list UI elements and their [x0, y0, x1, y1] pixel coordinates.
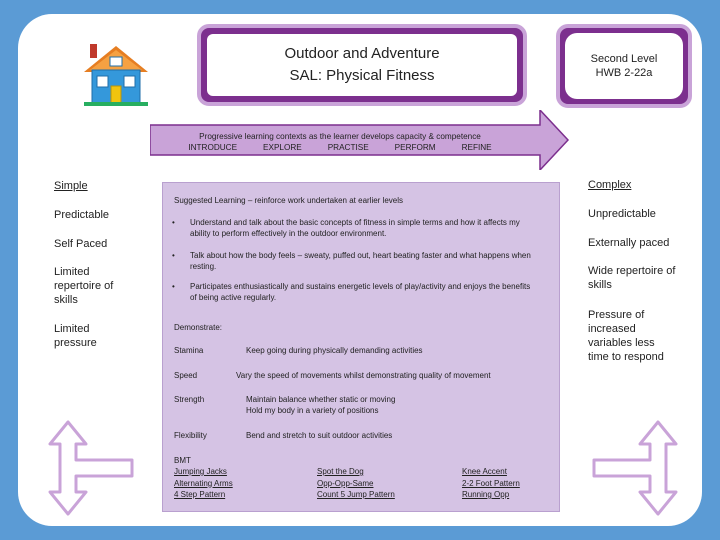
progression-text — [150, 131, 530, 153]
bmt-item: Knee Accent — [462, 467, 507, 476]
bullet-text-1: • Understand and talk about the basic concepts of fitness in simple terms and how it affects my ability to perform effectively in the outdoor environment. — [190, 218, 520, 238]
level-line-1: Second Level — [590, 53, 658, 65]
suggested-heading: Suggested Learning – reinforce work undertaken at earlier levels — [174, 196, 404, 205]
stage-introduce: INTRODUCE — [188, 143, 238, 152]
bmt-item: Jumping Jacks — [174, 467, 227, 476]
title-line-1: Outdoor and Adventure — [284, 45, 440, 62]
left-label-simple: Simple — [54, 180, 88, 192]
bullet-item — [172, 217, 532, 239]
bmt-item: Spot the Dog — [317, 467, 364, 476]
bullet-text-3: • Participates enthusiastically and sustains energetic levels of play/activity and enjoys the benefits of being active regularly. — [190, 282, 531, 302]
bmt-column-1 — [174, 466, 233, 501]
desc-strength: Maintain balance whether static or moving — [246, 395, 396, 404]
bullet-item — [172, 281, 532, 303]
level-box — [556, 24, 692, 108]
right-label-pressure: Pressure of increased variables less time to respond — [588, 309, 664, 363]
up-down-arrow-icon — [46, 418, 146, 518]
desc-speed: Vary the speed of movements whilst demonstrating quality of movement — [236, 371, 491, 380]
bmt-item: 2-2 Foot Pattern — [462, 478, 520, 488]
left-label-predictable: Predictable — [54, 209, 110, 221]
stage-perform: PERFORM — [394, 143, 436, 152]
bmt-column-3 — [462, 466, 520, 501]
right-label-complex: Complex — [588, 179, 632, 191]
stage-practise: PRACTISE — [327, 143, 369, 152]
bmt-item: Alternating Arms — [174, 478, 233, 488]
progression-caption: Progressive learning contexts as the learner develops capacity & competence — [199, 132, 481, 141]
up-down-arrow-icon — [580, 418, 680, 518]
desc-flexibility: Bend and stretch to suit outdoor activities — [246, 431, 393, 440]
right-label-wide-repertoire: Wide repertoire of skills — [588, 265, 676, 291]
left-label-limited-pressure: Limited pressure — [54, 323, 97, 349]
term-flexibility: Flexibility — [174, 431, 207, 440]
stage-refine: REFINE — [461, 143, 492, 152]
title-line-2: SAL: Physical Fitness — [289, 67, 435, 84]
house-icon — [80, 42, 152, 106]
term-speed: Speed — [174, 371, 198, 380]
right-label-unpredictable: Unpredictable — [588, 208, 656, 220]
title-box — [197, 24, 527, 106]
bmt-column-2 — [317, 466, 395, 501]
desc-strength-2: Hold my body in a variety of positions — [246, 406, 379, 415]
desc-stamina: Keep going during physically demanding activities — [246, 346, 423, 355]
demonstrate-heading: Demonstrate: — [174, 323, 223, 332]
bmt-item: 4 Step Pattern — [174, 490, 226, 499]
level-line-2: HWB 2-22a — [595, 67, 653, 79]
right-label-externally-paced: Externally paced — [588, 237, 670, 249]
bmt-item: Opp-Opp-Same — [317, 478, 374, 488]
bullet-text-2: • Talk about how the body feels – sweaty, puffed out, heart beating faster and what happens when resting. — [190, 251, 531, 271]
left-label-limited-repertoire: Limited repertoire of skills — [54, 266, 114, 306]
bmt-heading: BMT — [174, 456, 191, 465]
term-stamina: Stamina — [174, 346, 204, 355]
bmt-item: Count 5 Jump Pattern — [317, 490, 395, 499]
bullet-item — [172, 250, 532, 272]
left-label-self-paced: Self Paced — [54, 238, 108, 250]
stage-explore: EXPLORE — [263, 143, 302, 152]
term-strength: Strength — [174, 395, 205, 404]
bmt-item: Running Opp — [462, 490, 510, 499]
